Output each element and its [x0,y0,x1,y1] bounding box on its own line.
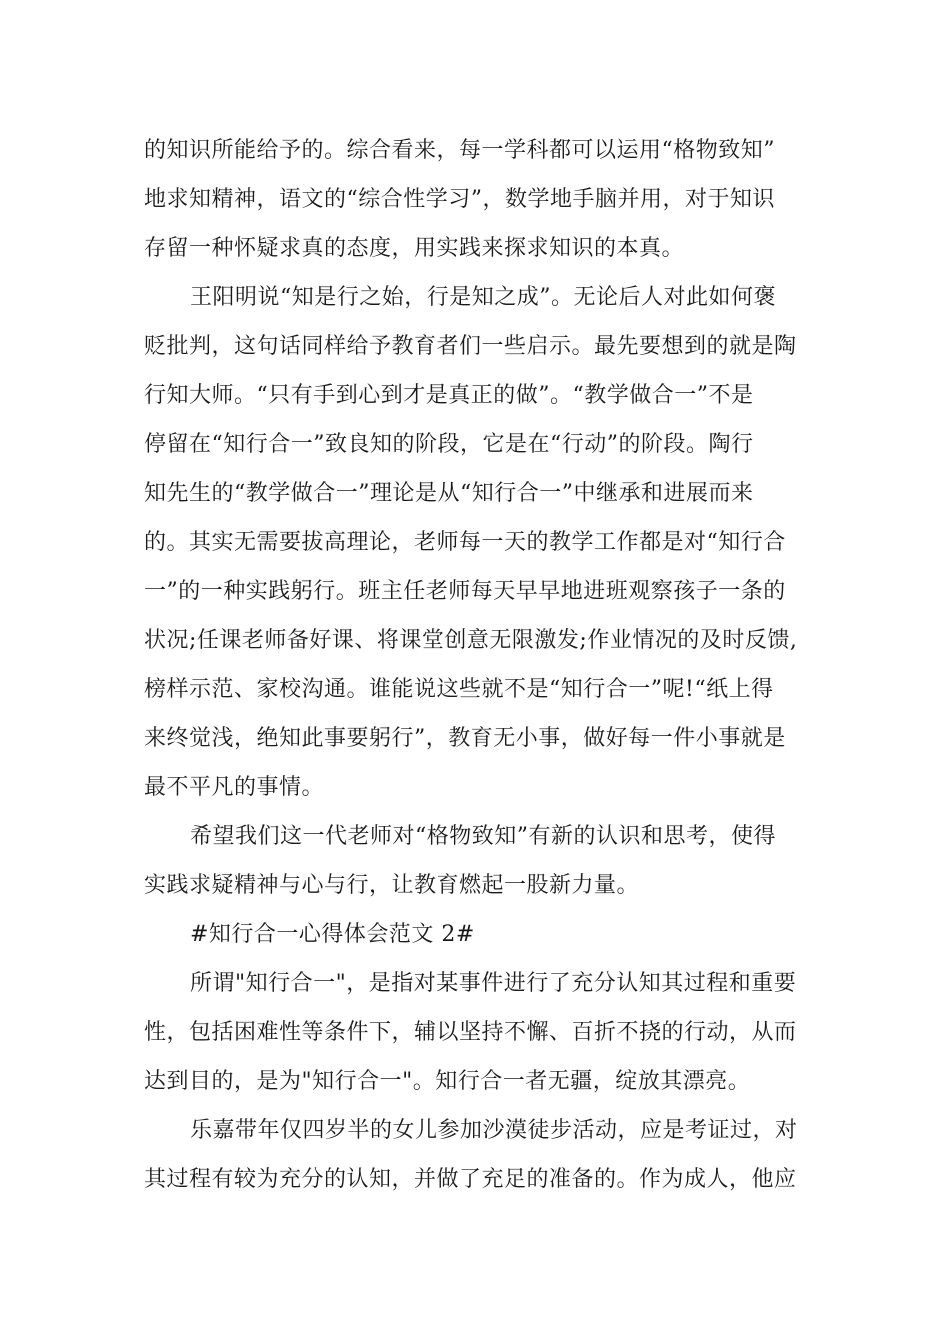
text-line-20: 达到目的，是为"知行合一"。知行合一者无疆，绽放其漂亮。 [144,1069,751,1094]
text-line-16: 实践求疑精神与心与行，让教育燃起一股新力量。 [144,873,640,898]
section-heading: #知行合一心得体会范文 2# [190,922,475,947]
text-line-10: 一”的一种实践躬行。班主任老师每天早早地进班观察孩子一条的 [144,579,786,604]
text-line-6: 行知大师。“只有手到心到才是真正的做”。“教学做合一”不是 [144,383,754,408]
text-line-9: 的。其实无需要拔高理论，老师每一天的教学工作都是对“知行合 [144,530,786,555]
text-line-3: 存留一种怀疑求真的态度，用实践来探求知识的本真。 [144,236,685,261]
body-text [144,126,804,1204]
text-line-2: 地求知精神，语文的“综合性学习”，数学地手脑并用，对于知识 [144,187,775,212]
text-line-15: 希望我们这一代老师对“格物致知”有新的认识和思考，使得 [190,824,776,849]
text-line-13: 来终觉浅，绝知此事要躬行”，教育无小事，做好每一件小事就是 [144,726,786,751]
text-line-14: 最不平凡的事情。 [144,775,325,800]
text-line-12: 榜样示范、家校沟通。谁能说这些就不是“知行合一”呢!“纸上得 [144,677,774,702]
text-line-8: 知先生的“教学做合一”理论是从“知行合一”中继承和进展而来 [144,481,754,506]
text-line-11: 状况;任课老师备好课、将课堂创意无限激发;作业情况的及时反馈, [144,628,798,653]
text-line-21: 乐嘉带年仅四岁半的女儿参加沙漠徒步活动，应是考证过，对 [190,1118,798,1143]
text-line-19: 性，包括困难性等条件下，辅以坚持不懈、百折不挠的行动，从而 [144,1020,797,1045]
text-line-22: 其过程有较为充分的认知，并做了充足的准备的。作为成人，他应 [144,1167,797,1192]
text-line-1: 的知识所能给予的。综合看来，每一学科都可以运用“格物致知” [144,138,775,163]
text-line-7: 停留在“知行合一”致良知的阶段，它是在“行动”的阶段。陶行 [144,432,754,457]
text-line-5: 贬批判，这句话同样给予教育者们一些启示。最先要想到的就是陶 [144,334,797,359]
text-line-18: 所谓"知行合一"，是指对某事件进行了充分认知其过程和重要 [190,971,797,996]
text-line-4: 王阳明说“知是行之始，行是知之成”。无论后人对此如何褒 [190,285,776,310]
